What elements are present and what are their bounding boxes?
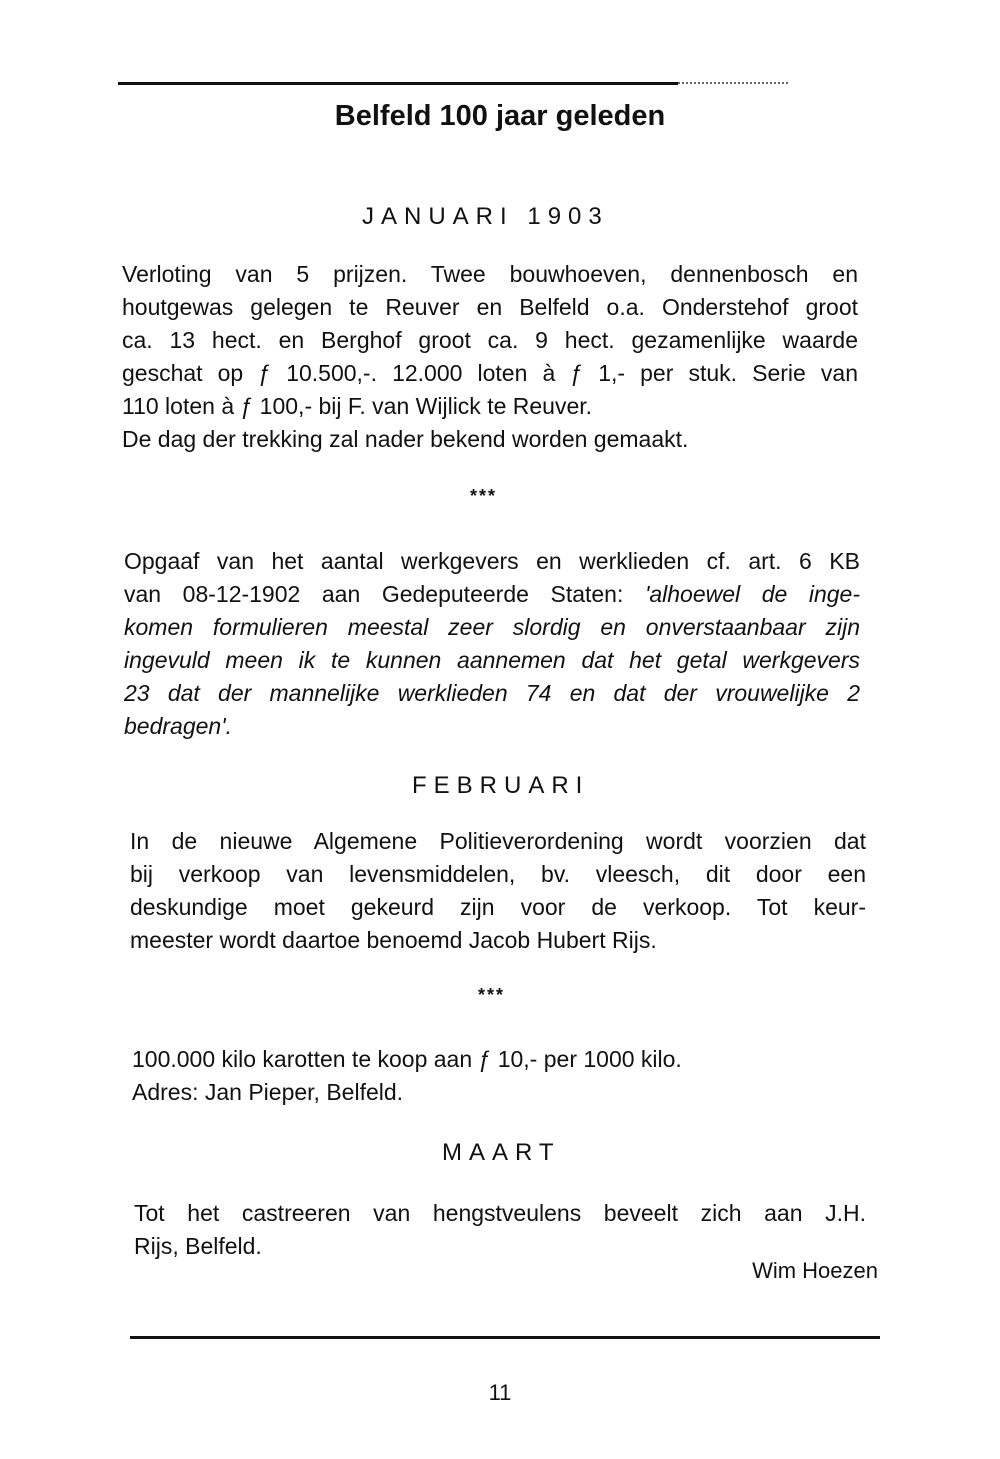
author-signature: Wim Hoezen — [752, 1258, 878, 1283]
separator-stars: *** — [478, 985, 506, 1005]
text-line: 110 loten à ƒ 100,- bij F. van Wijlick te Reuver. — [122, 393, 593, 419]
text-line: houtgewas gelegen te Reuver en Belfeld o.a. Onderstehof groot — [122, 294, 858, 320]
quote-line: bedragen'. — [124, 713, 232, 739]
heading-januari: JANUARI 1903 — [362, 203, 609, 230]
article-verloting — [122, 258, 858, 456]
heading-maart: MAART — [442, 1139, 561, 1166]
text-line: Adres: Jan Pieper, Belfeld. — [132, 1079, 404, 1105]
text-line: Verloting van 5 prijzen. Twee bouwhoeven, dennenbosch en — [122, 261, 858, 287]
article-politieverordening — [130, 825, 866, 957]
text-line: ca. 13 hect. en Berghof groot ca. 9 hect. gezamenlijke waarde — [122, 327, 858, 353]
text-line: Rijs, Belfeld. — [134, 1233, 262, 1259]
text-segment: van 08-12-1902 aan Gedeputeerde Staten: — [124, 581, 645, 607]
article-opgaaf — [124, 545, 860, 743]
article-karotten — [132, 1043, 868, 1109]
quote-segment: 'alhoewel de inge- — [644, 581, 860, 607]
text-line: meester wordt daartoe benoemd Jacob Hubert Rijs. — [130, 927, 657, 953]
page-number: 11 — [488, 1380, 512, 1405]
text-line: In de nieuwe Algemene Politieverordening wordt voorzien dat — [130, 828, 866, 854]
quote-line: komen formulieren meestal zeer slordig en onverstaanbaar zijn — [124, 614, 860, 640]
text-line: bij verkoop van levensmiddelen, bv. vleesch, dit door een — [130, 861, 866, 887]
text-line: deskundige moet gekeurd zijn voor de verkoop. Tot keur- — [130, 894, 866, 920]
text-line: Opgaaf van het aantal werkgevers en werklieden cf. art. 6 KB — [124, 548, 860, 574]
top-rule — [118, 82, 678, 85]
separator-stars: *** — [470, 486, 498, 506]
bottom-rule — [130, 1336, 880, 1339]
text-line: Tot het castreeren van hengstveulens beveelt zich aan J.H. — [134, 1200, 866, 1226]
article-castreeren — [134, 1197, 866, 1263]
text-line-mixed — [124, 578, 860, 611]
top-rule-faded-end — [678, 82, 788, 84]
text-line: 100.000 kilo karotten te koop aan ƒ 10,- per 1000 kilo. — [132, 1046, 682, 1072]
page-title: Belfeld 100 jaar geleden — [334, 100, 666, 132]
text-line: geschat op ƒ 10.500,-. 12.000 loten à ƒ 1,- per stuk. Serie van — [122, 360, 858, 386]
quote-line: 23 dat der mannelijke werklieden 74 en dat der vrouwelijke 2 — [124, 680, 860, 706]
quote-line: ingevuld meen ik te kunnen aannemen dat het getal werkgevers — [124, 647, 860, 673]
heading-februari: FEBRUARI — [412, 772, 590, 799]
text-line: De dag der trekking zal nader bekend worden gemaakt. — [122, 426, 689, 452]
